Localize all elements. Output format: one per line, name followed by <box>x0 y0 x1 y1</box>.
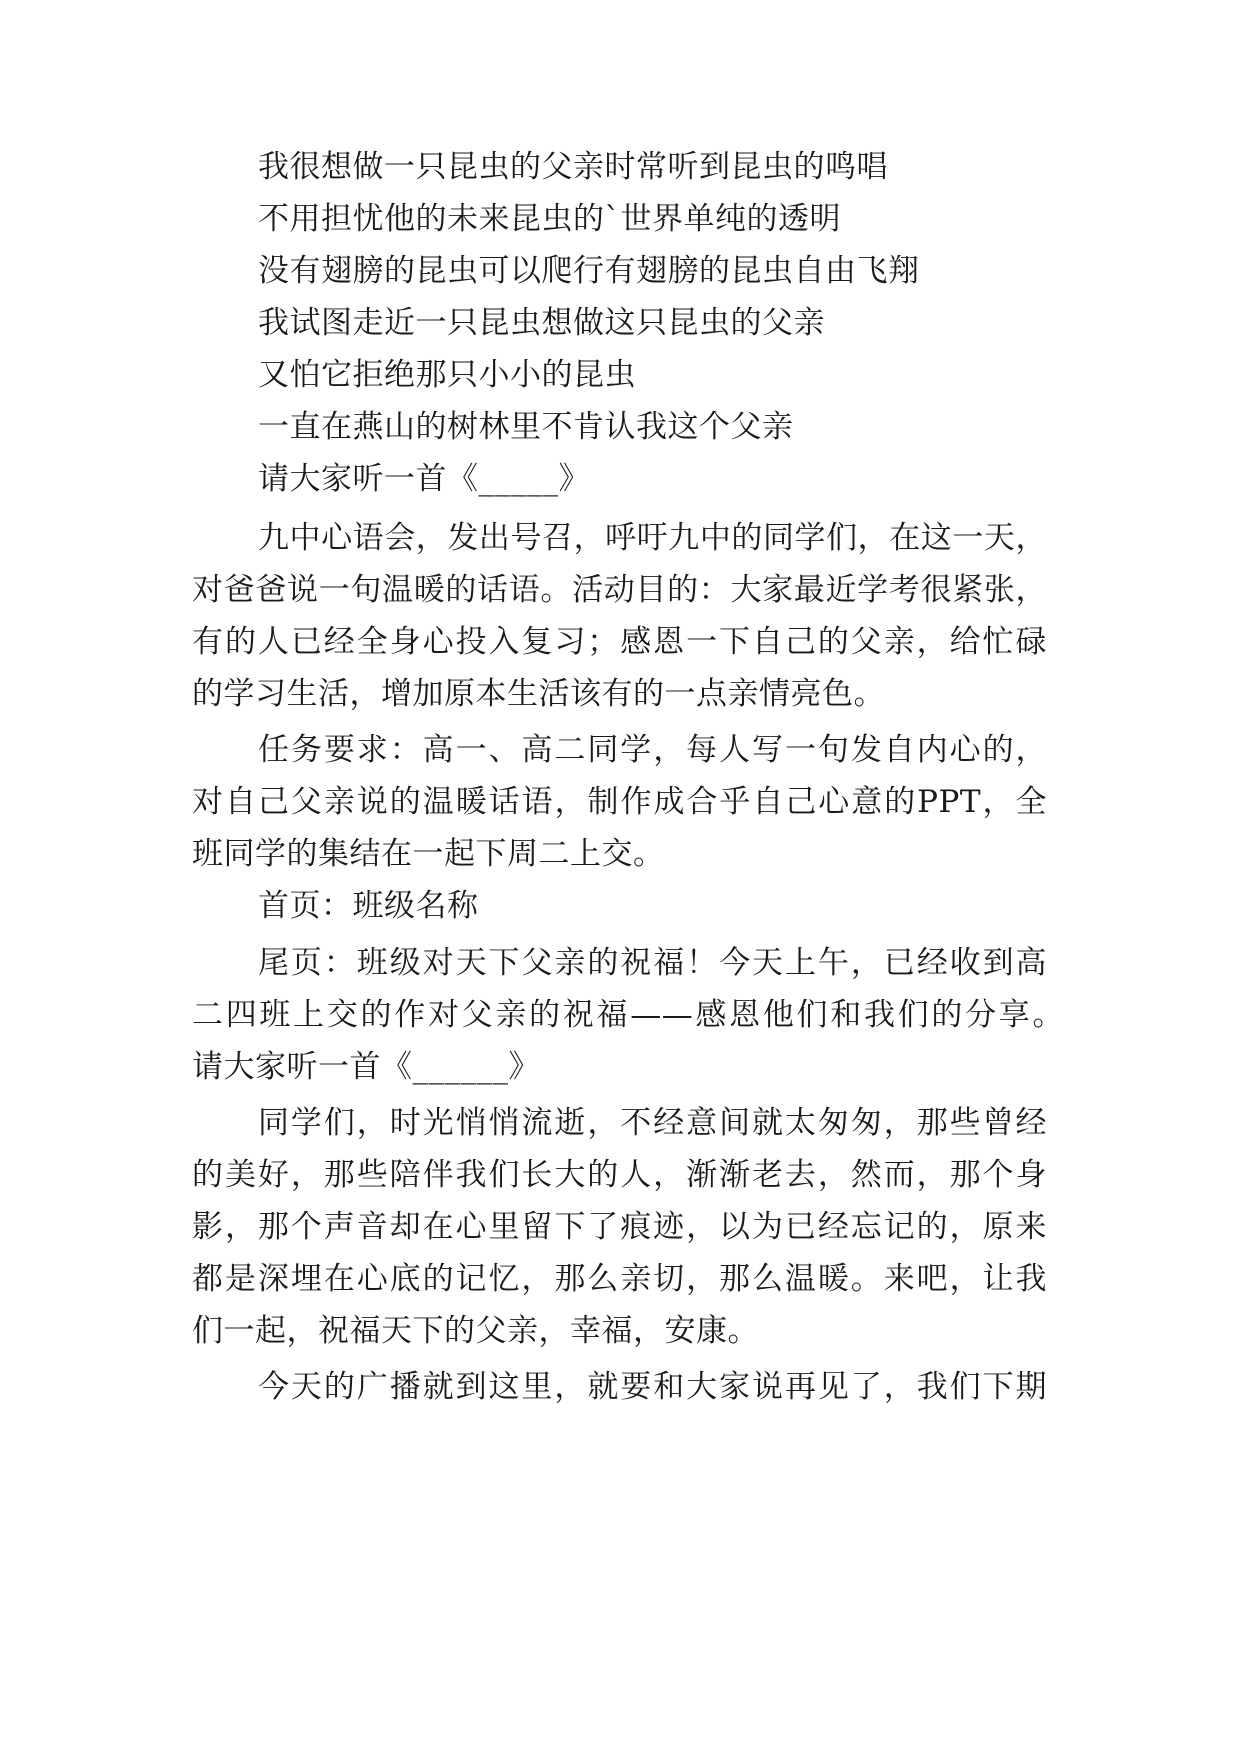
poem-line: 又怕它拒绝那只小小的昆虫 <box>258 357 636 393</box>
paragraph-line: 对自己父亲说的温暖话语，制作成合乎自己心意的PPT，全 <box>192 784 1047 820</box>
poem-line: 我很想做一只昆虫的父亲时常听到昆虫的鸣唱 <box>258 149 888 185</box>
paragraph-line: 都是深埋在心底的记忆，那么亲切，那么温暖。来吧，让我 <box>192 1261 1047 1297</box>
paragraph-line: 二四班上交的作对父亲的祝福——感恩他们和我们的分享。 <box>192 997 1064 1033</box>
paragraph-line: 班同学的集结在一起下周二上交。 <box>192 836 665 872</box>
paragraph-line: 的学习生活，增加原本生活该有的一点亲情亮色。 <box>192 676 885 712</box>
paragraph-line: 同学们，时光悄悄流逝，不经意间就太匆匆，那些曾经 <box>258 1105 1047 1141</box>
song-prompt: 请大家听一首《______》 <box>192 1049 540 1085</box>
paragraph-line: 对爸爸说一句温暖的话语。活动目的：大家最近学考很紧张， <box>192 572 1047 608</box>
paragraph-line: 任务要求：高一、高二同学，每人写一句发自内心的， <box>258 732 1047 768</box>
front-page-line: 首页：班级名称 <box>258 888 479 924</box>
paragraph-line: 们一起，祝福天下的父亲，幸福，安康。 <box>192 1313 759 1349</box>
paragraph-line: 九中心语会，发出号召，呼吁九中的同学们，在这一天， <box>258 520 1047 556</box>
paragraph-line: 影，那个声音却在心里留下了痕迹，以为已经忘记的，原来 <box>192 1209 1047 1245</box>
song-prompt: 请大家听一首《_____》 <box>258 461 590 497</box>
paragraph-line: 有的人已经全身心投入复习；感恩一下自己的父亲，给忙碌 <box>192 624 1047 660</box>
poem-line: 我试图走近一只昆虫想做这只昆虫的父亲 <box>258 305 825 341</box>
paragraph-line: 的美好，那些陪伴我们长大的人，渐渐老去，然而，那个身 <box>192 1157 1047 1193</box>
paragraph-line: 今天的广播就到这里，就要和大家说再见了，我们下期 <box>258 1369 1047 1405</box>
poem-line: 一直在燕山的树林里不肯认我这个父亲 <box>258 409 794 445</box>
paragraph-line: 尾页：班级对天下父亲的祝福！今天上午，已经收到高 <box>258 945 1047 981</box>
poem-line: 没有翅膀的昆虫可以爬行有翅膀的昆虫自由飞翔 <box>258 253 920 289</box>
poem-line: 不用担忧他的未来昆虫的`世界单纯的透明 <box>258 201 841 237</box>
